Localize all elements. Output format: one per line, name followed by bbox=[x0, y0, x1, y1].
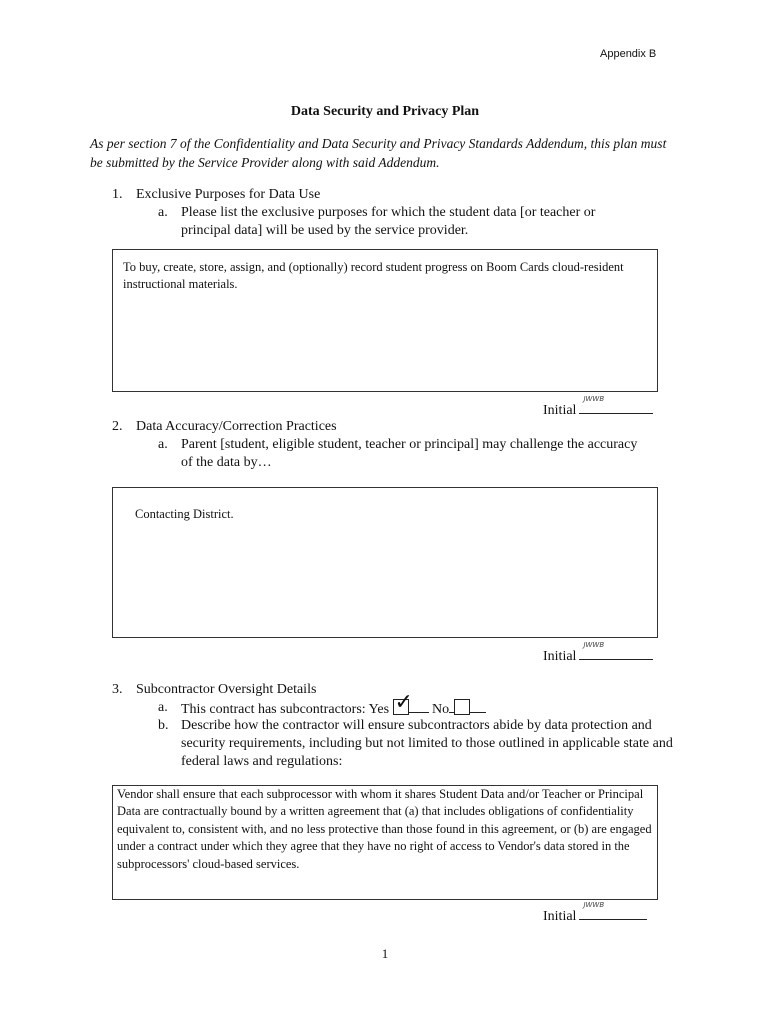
item-text: Parent [student, eligible student, teacher or principal] may challenge the accuracy of the data by… bbox=[181, 437, 638, 470]
section-title: Data Accuracy/Correction Practices bbox=[136, 419, 337, 434]
item-letter: a. bbox=[158, 205, 168, 220]
no-underline-right bbox=[470, 700, 486, 713]
initial-signature: JWWB bbox=[583, 641, 605, 649]
section-number: 1. bbox=[112, 187, 123, 202]
page-title: Data Security and Privacy Plan bbox=[290, 104, 480, 119]
item-letter: a. bbox=[158, 437, 168, 452]
initial-signature: JWWB bbox=[583, 901, 605, 909]
initial-label: Initial bbox=[543, 909, 577, 924]
section-1-initial bbox=[543, 395, 653, 419]
yes-checkbox[interactable] bbox=[393, 690, 413, 715]
initial-signature: JWWB bbox=[583, 395, 605, 403]
no-label: No bbox=[432, 702, 450, 717]
section-3-item-b bbox=[158, 717, 678, 771]
initial-label: Initial bbox=[543, 649, 577, 664]
initial-field[interactable] bbox=[579, 641, 653, 660]
section-title: Exclusive Purposes for Data Use bbox=[136, 187, 321, 202]
item-letter: b. bbox=[158, 718, 169, 733]
item-text: Please list the exclusive purposes for which the student data [or teacher or principal data] will be used by the service provider. bbox=[181, 205, 596, 238]
item-text: Describe how the contractor will ensure subcontractors abide by data protection and security requirements, including but not limited to those outlined in applicable state and federal laws and regulations: bbox=[181, 718, 673, 769]
checkmark-icon: ✓ bbox=[394, 690, 413, 715]
section-title: Subcontractor Oversight Details bbox=[136, 682, 317, 697]
section-2-item-a bbox=[158, 436, 648, 472]
initial-label: Initial bbox=[543, 403, 577, 418]
item-text: This contract has subcontractors: Yes bbox=[181, 702, 390, 717]
section-2-initial bbox=[543, 641, 653, 665]
initial-field[interactable] bbox=[579, 901, 647, 920]
initial-field[interactable] bbox=[579, 395, 653, 414]
section-2-heading bbox=[112, 418, 672, 436]
section-3-heading bbox=[112, 681, 672, 699]
appendix-label: Appendix B bbox=[600, 48, 657, 60]
item-letter: a. bbox=[158, 700, 168, 715]
section-1-heading bbox=[112, 186, 672, 204]
intro-paragraph: As per section 7 of the Confidentiality and Data Security and Privacy Standards Addendum, this plan must be submitted by the Service Provider along with said Addendum. bbox=[90, 136, 667, 170]
section-3-item-a bbox=[158, 690, 658, 719]
section-3-initial bbox=[543, 901, 647, 925]
response-text: To buy, create, store, assign, and (optionally) record student progress on Boom Cards cloud-resident instructional materials. bbox=[123, 260, 624, 291]
section-1-response-box[interactable] bbox=[112, 249, 658, 392]
section-1-item-a bbox=[158, 204, 648, 240]
section-number: 3. bbox=[112, 682, 123, 697]
no-checkbox[interactable] bbox=[454, 699, 470, 715]
section-2-response-box[interactable] bbox=[112, 487, 658, 638]
section-3-response-box[interactable] bbox=[112, 785, 658, 900]
response-text: Vendor shall ensure that each subprocessor with whom it shares Student Data and/or Teacher or Principal Data are contractually bound by a written agreement that (a) that includes obligations of confidentiality equivalent to, consistent with, and no less protective than those found in this agreement, or (b) are engaged under a contract under which they agree that they have no right of access to Vendor's data stored in the subprocessors' cloud-based services. bbox=[117, 787, 652, 871]
section-number: 2. bbox=[112, 419, 123, 434]
response-text: Contacting District. bbox=[135, 507, 234, 521]
page-number: 1 bbox=[381, 946, 389, 961]
